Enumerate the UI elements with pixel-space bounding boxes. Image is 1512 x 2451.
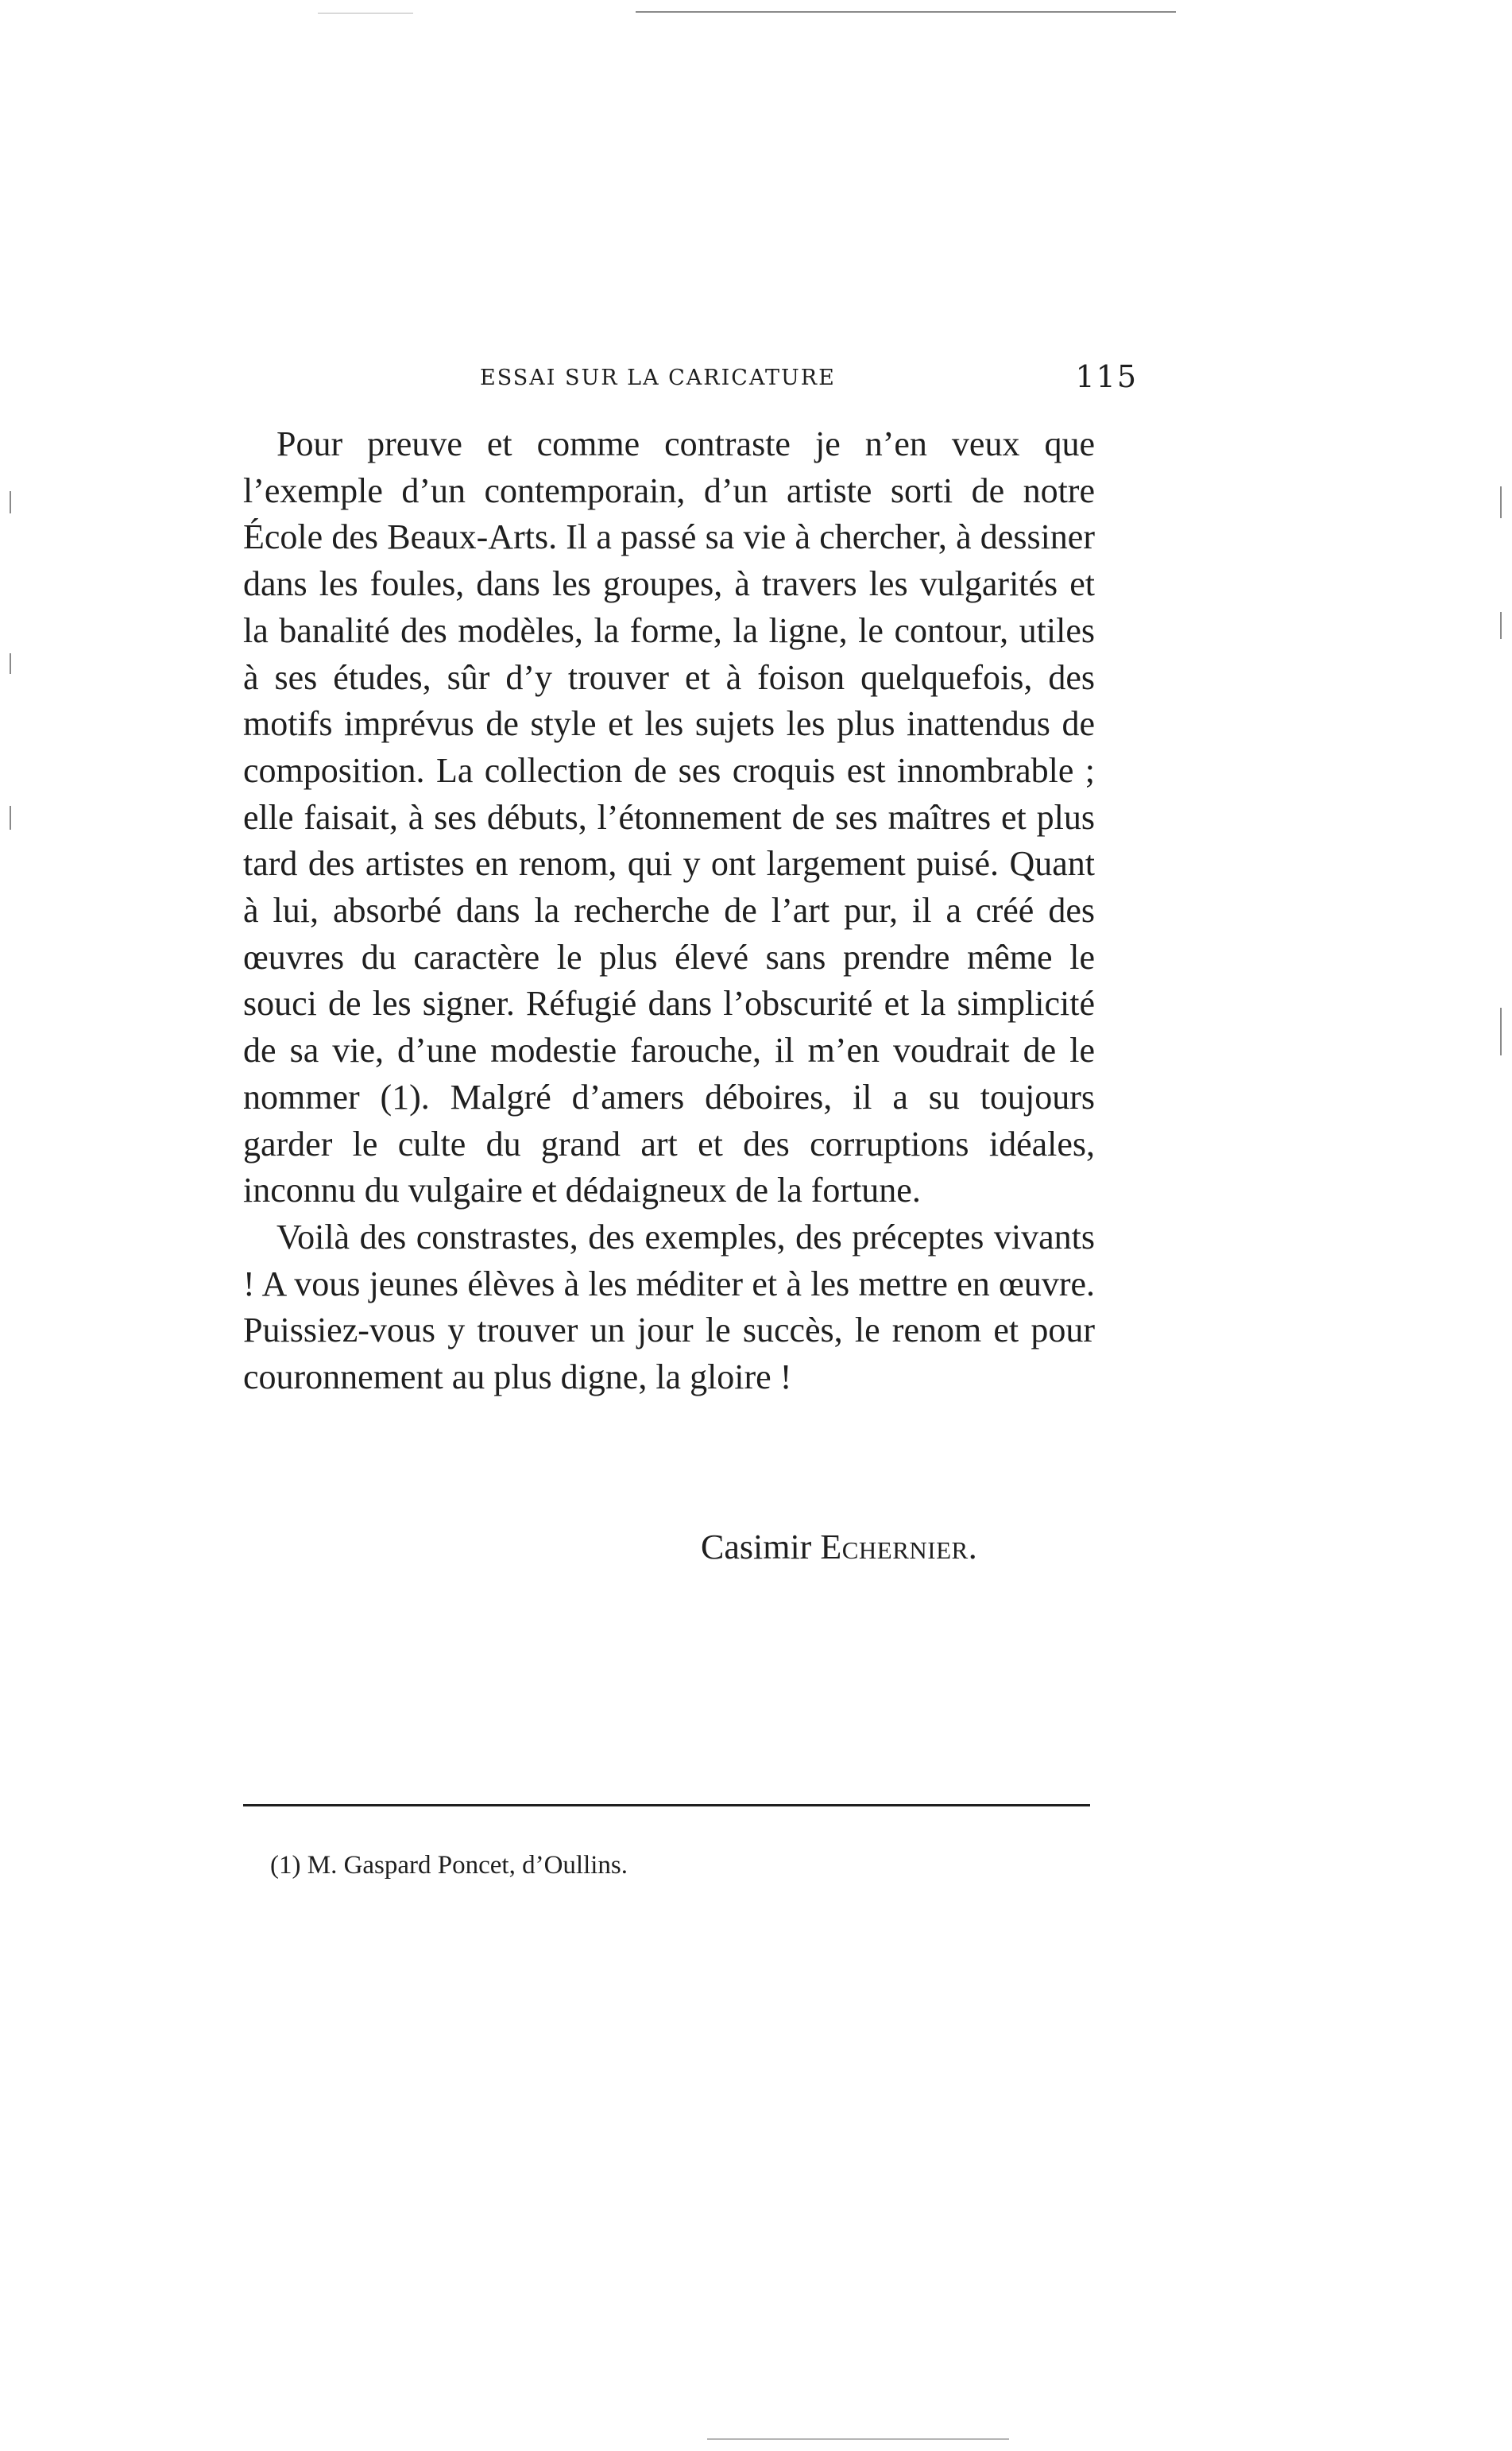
footnote-rule (243, 1804, 1090, 1806)
footnote: (1) M. Gaspard Poncet, d’Oullins. (270, 1851, 628, 1880)
paragraph-2: Voilà des constrastes, des exemples, des préceptes vivants ! A vous jeunes élèves à les méditer et à les mettre en œuvre. Puissiez-vous y trouver un jour le succès, le renom et pour couronnement au plus digne, la gloire ! (243, 1217, 1095, 1397)
scan-edge-mark-top-left (318, 13, 413, 14)
scan-edge-mark-bottom (707, 2438, 1009, 2440)
signature-given-name: Casimir (701, 1528, 812, 1566)
signature (701, 1524, 977, 1570)
scan-edge-mark-left-2 (10, 653, 11, 674)
paragraph-1: Pour preuve et comme contraste je n’en veux que l’exemple d’un contemporain, d’un artiste sorti de notre École des Beaux-Arts. Il a passé sa vie à chercher, à dessiner dans les foules, dans les groupes, à travers les vulgarités et la banalité des modèles, la forme, la ligne, le contour, utiles à ses études, sûr d’y trouver et à foison quelquefois, des motifs imprévus de style et les sujets les plus inattendus de composition. La collection de ses croquis est innombrable ; elle faisait, à ses débuts, l’étonnement de ses maîtres et plus tard des artistes en renom, qui y ont largement puisé. Quant à lui, absorbé dans la recherche de l’art pur, il a créé des œuvres du caractère le plus élevé sans prendre même le souci de les signer. Réfugié dans l’obscurité et la simplicité de sa vie, d’une modestie farouche, il m’en voudrait de le nommer (1). Malgré d’amers déboires, il a su toujours garder le culte du grand art et des corruptions idéales, inconnu du vulgaire et dédaigneux de la fortune. (243, 424, 1095, 1210)
running-head (470, 359, 1138, 399)
scan-edge-mark-top (636, 11, 1176, 13)
signature-surname: Echernier. (820, 1528, 978, 1566)
scan-edge-mark-left-3 (10, 806, 11, 830)
scan-edge-mark-left-1 (10, 491, 11, 513)
scan-edge-mark-right-1 (1500, 486, 1502, 518)
page-number: 115 (1075, 359, 1138, 394)
scan-edge-mark-right-2 (1500, 612, 1502, 639)
running-title: ESSAI SUR LA CARICATURE (480, 366, 836, 390)
scan-edge-mark-right-3 (1500, 1008, 1502, 1055)
body-text (243, 421, 1095, 1401)
